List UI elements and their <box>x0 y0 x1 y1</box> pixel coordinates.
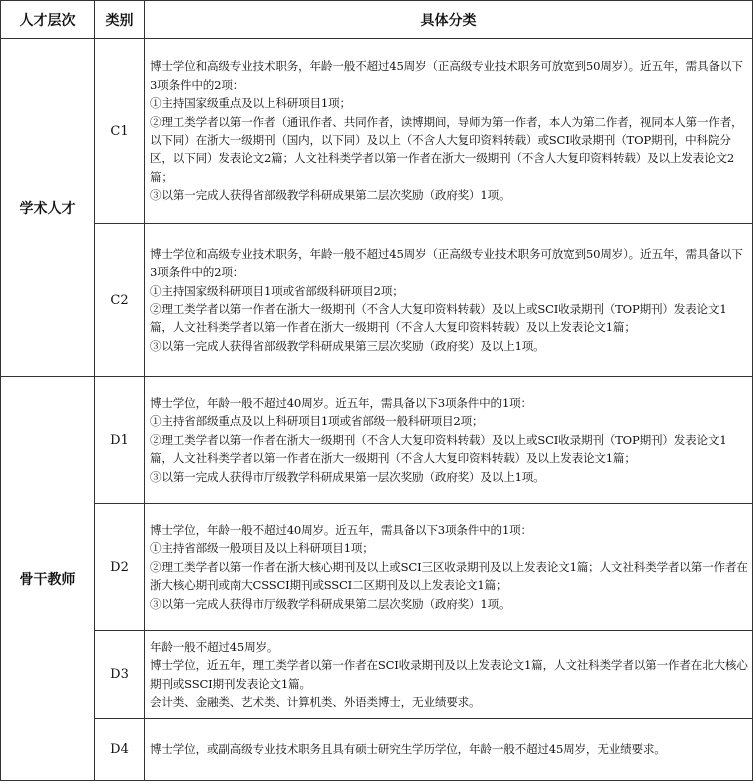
detail-line: ②理工类学者以第一作者在浙大一级期刊（不含人大复印资料转载）及以上或SCI收录期刊（TOP期刊）发表论文1篇，人文社科类学者以第一作者在浙大一级期刊（不含人大复印资料转载）及以上发表论文1篇； <box>150 432 727 466</box>
table-row-d2 <box>1 504 753 631</box>
header-level: 人才层次 <box>1 1 95 39</box>
detail-line: ①主持国家级科研项目1项或省部级科研项目2项； <box>150 283 404 298</box>
detail-line: ③以第一完成人获得市厅级教学科研成果第一层次奖励（政府奖）及以上1项。 <box>150 469 545 484</box>
detail-cell-d3 <box>145 631 753 719</box>
category-cell-c1: C1 <box>95 39 145 224</box>
category-cell-d1: D1 <box>95 377 145 504</box>
level-cell-academic: 学术人才 <box>1 39 95 377</box>
table-row-c2 <box>1 224 753 377</box>
detail-line: ①主持国家级重点及以上科研项目1项； <box>150 96 351 111</box>
category-cell-c2: C2 <box>95 224 145 377</box>
header-category: 类别 <box>95 1 145 39</box>
table-row-d4 <box>1 719 753 781</box>
detail-line: ③以第一完成人获得省部级教学科研成果第二层次奖励（政府奖）1项。 <box>150 188 511 203</box>
table-row-d1 <box>1 377 753 504</box>
detail-line: 博士学位，年龄一般不超过40周岁。近五年，需具备以下3项条件中的1项： <box>150 522 532 537</box>
header-details: 具体分类 <box>145 1 753 39</box>
detail-line: ②理工类学者以第一作者在浙大核心期刊及以上或SCI三区收录期刊及以上发表论文1篇；人文社科类学者以第一作者在浙大核心期刊或南大CSSCI期刊或SSCI二区期刊及以上发表论文1篇； <box>150 559 748 593</box>
detail-line: 博士学位和高级专业技术职务，年龄一般不超过45周岁（正高级专业技术职务可放宽到50周岁）。近五年，需具备以下3项条件中的2项： <box>150 59 743 92</box>
header-row <box>1 1 753 39</box>
detail-line: 年龄一般不超过45周岁。 <box>150 639 279 654</box>
detail-line: 博士学位，年龄一般不超过40周岁。近五年，需具备以下3项条件中的1项： <box>150 395 532 410</box>
detail-line: 博士学位，或副高级专业技术职务且具有硕士研究生学历学位，年龄一般不超过45周岁，无业绩要求。 <box>150 742 666 757</box>
detail-line: ①主持省部级重点及以上科研项目1项或省部级一般科研项目2项； <box>150 414 484 429</box>
detail-line: ③以第一完成人获得市厅级教学科研成果第二层次奖励（政府奖）1项。 <box>150 596 511 611</box>
detail-line: ②理工类学者以第一作者（通讯作者、共同作者，读博期间，导师为第一作者，本人为第二作者，视同本人第一作者，以下同）在浙大一级期刊（国内，以下同）及以上（不含人大复印资料转载）或SCI收录期刊（TOP期刊，中科院分区，以下同）发表论文2篇；人文社科类学者以第一作者在浙大一级期刊（不含人大复印资料转载）及以上发表论文2篇； <box>150 114 743 184</box>
detail-cell-c2 <box>145 224 753 377</box>
category-cell-d3: D3 <box>95 631 145 719</box>
detail-cell-d2 <box>145 504 753 631</box>
detail-line: ③以第一完成人获得省部级教学科研成果第三层次奖励（政府奖）及以上1项。 <box>150 338 545 353</box>
category-cell-d2: D2 <box>95 504 145 631</box>
detail-cell-d4 <box>145 719 753 781</box>
detail-line: 会计类、金融类、艺术类、计算机类、外语类博士，无业绩要求。 <box>150 694 481 709</box>
table-row-d3 <box>1 631 753 719</box>
detail-line: ①主持省部级一般项目及以上科研项目1项； <box>150 541 374 556</box>
detail-line: 博士学位和高级专业技术职务，年龄一般不超过45周岁（正高级专业技术职务可放宽到50周岁）。近五年，需具备以下3项条件中的2项： <box>150 246 743 280</box>
category-cell-d4: D4 <box>95 719 145 781</box>
level-cell-backbone: 骨干教师 <box>1 377 95 781</box>
detail-line: 博士学位，近五年，理工类学者以第一作者在SCI收录期刊及以上发表论文1篇，人文社科类学者以第一作者在北大核心期刊或SSCI期刊发表论文1篇。 <box>150 658 748 691</box>
detail-cell-c1 <box>145 39 753 224</box>
detail-line: ②理工类学者以第一作者在浙大一级期刊（不含人大复印资料转载）及以上或SCI收录期刊（TOP期刊）发表论文1篇，人文社科类学者以第一作者在浙大一级期刊（不含人大复印资料转载）及以上发表论文1篇； <box>150 302 727 335</box>
table-row-c1 <box>1 39 753 224</box>
detail-cell-d1 <box>145 377 753 504</box>
